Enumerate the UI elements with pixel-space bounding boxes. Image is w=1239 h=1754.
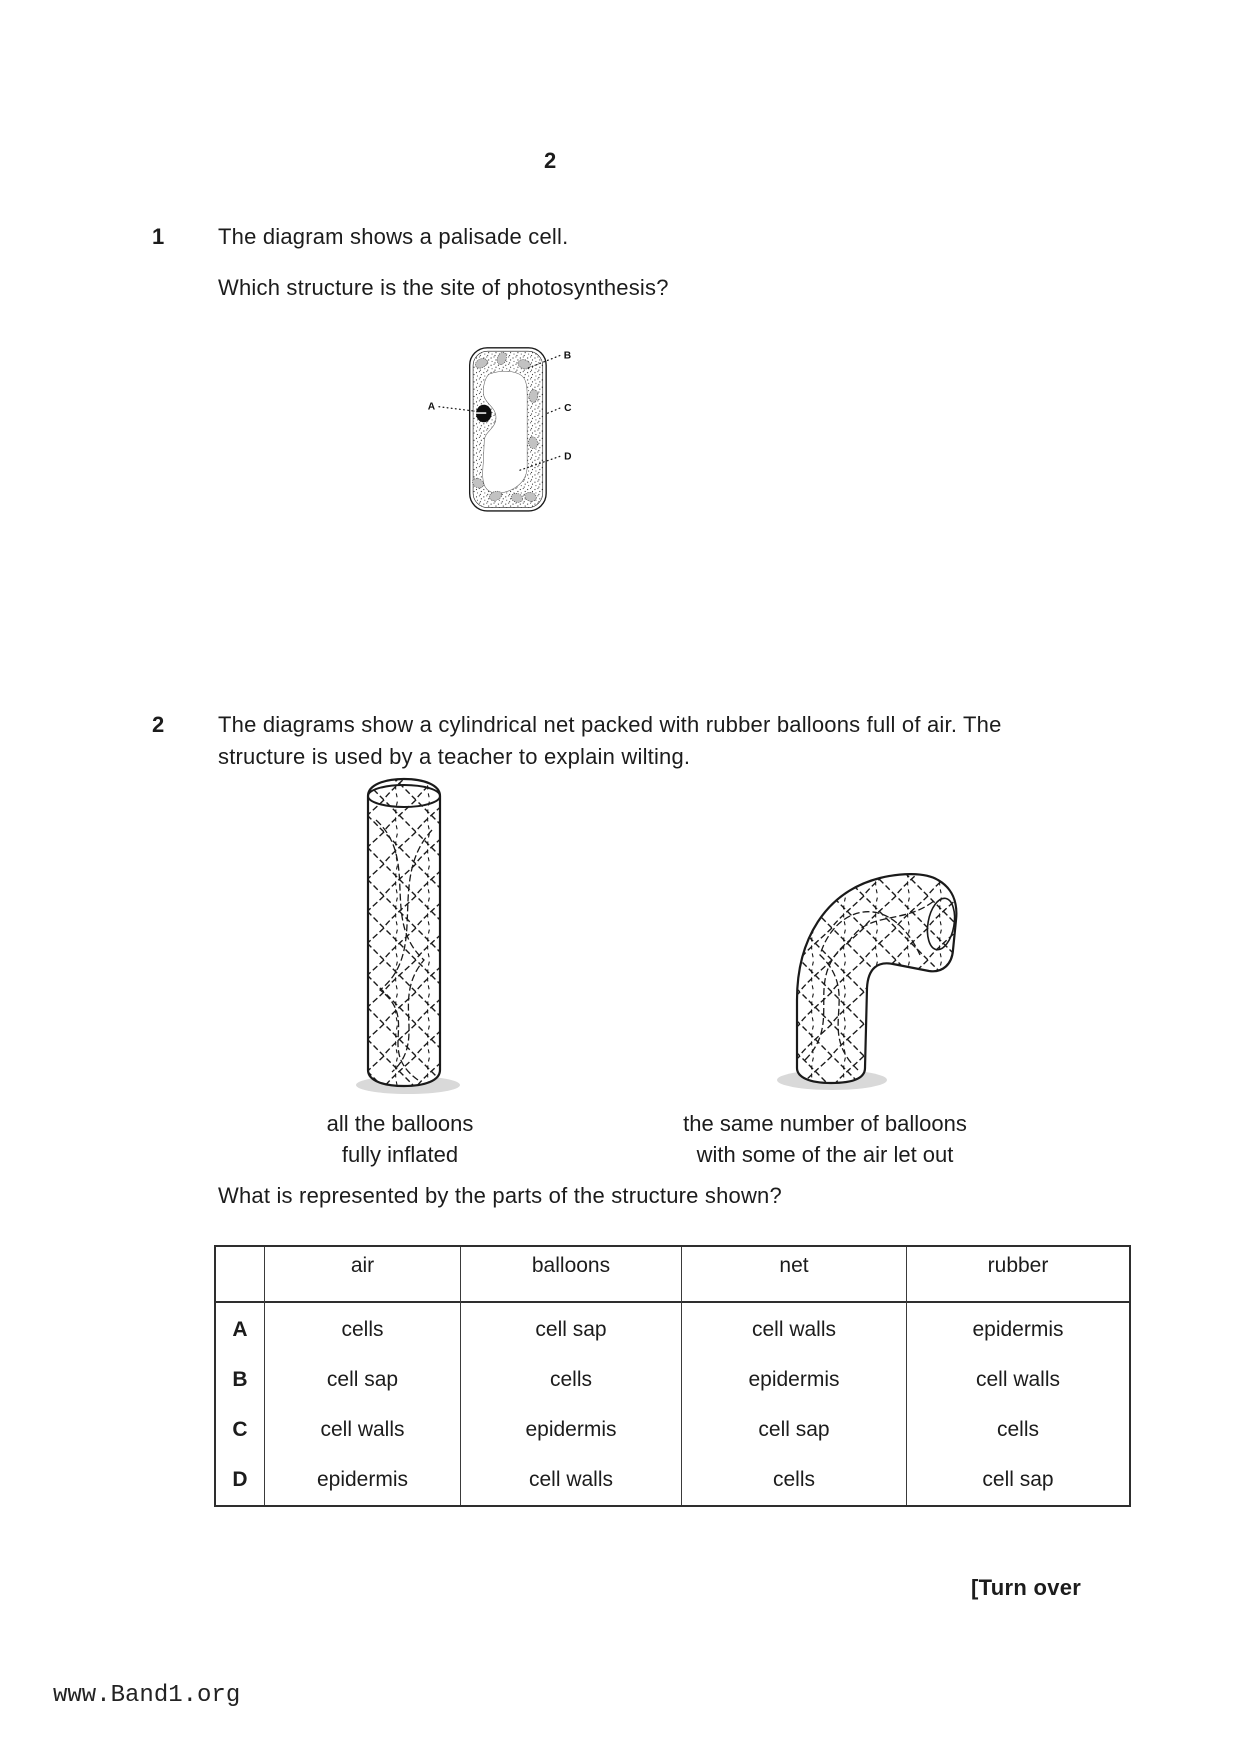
question-2-number: 2 <box>152 712 165 737</box>
palisade-cell-diagram <box>400 330 780 690</box>
table-column-air <box>264 1247 460 1505</box>
table-cell: cell sap <box>982 1468 1054 1492</box>
table-column-balloons <box>460 1247 681 1505</box>
row-label-a: A <box>232 1318 248 1342</box>
table-cell: epidermis <box>748 1368 840 1392</box>
table-column-rubber <box>906 1247 1129 1505</box>
table-header-net: net <box>682 1247 906 1303</box>
table-cell: cell walls <box>528 1468 614 1492</box>
row-label-c: C <box>232 1418 248 1442</box>
row-label-d: D <box>232 1468 248 1492</box>
table-column-net <box>681 1247 906 1505</box>
table-cell: cell walls <box>751 1318 837 1342</box>
table-cell: cell sap <box>758 1418 830 1442</box>
table-header-rubber: rubber <box>907 1247 1129 1303</box>
caption-bent <box>630 1108 1020 1170</box>
question-2-prompt: What is represented by the parts of the structure shown? <box>218 1183 782 1208</box>
net-cylinder-upright-diagram <box>368 779 440 1086</box>
table-header-blank <box>216 1247 264 1303</box>
watermark-url: www.Band1.org <box>53 1682 241 1709</box>
net-cylinder-bent-diagram <box>797 874 958 1083</box>
table-cell: cells <box>341 1318 384 1342</box>
turn-over-note: [Turn over <box>971 1575 1082 1600</box>
caption-upright-line1: all the balloons <box>326 1111 474 1136</box>
label-a: A <box>427 401 436 413</box>
question-1-number: 1 <box>152 224 165 249</box>
caption-upright <box>280 1108 520 1170</box>
table-cell: cells <box>549 1368 592 1392</box>
answer-table <box>214 1245 1131 1507</box>
caption-upright-line2: fully inflated <box>341 1142 459 1167</box>
label-c: C <box>564 403 572 415</box>
table-cell: cells <box>996 1418 1039 1442</box>
question-1-text-line1: The diagram shows a palisade cell. <box>218 224 569 249</box>
leader-line-c <box>546 408 560 414</box>
vacuole-shape <box>483 371 527 493</box>
row-label-b: B <box>232 1368 248 1392</box>
table-letter-column <box>216 1247 264 1505</box>
page-number: 2 <box>544 148 557 173</box>
caption-bent-line1: the same number of balloons <box>683 1111 967 1136</box>
table-header-air: air <box>265 1247 460 1303</box>
table-header-balloons: balloons <box>461 1247 681 1303</box>
label-d: D <box>564 451 572 463</box>
table-cell: cell sap <box>326 1368 399 1392</box>
table-cell: cell sap <box>535 1318 607 1342</box>
label-b: B <box>563 350 572 362</box>
question-2-text-line2: structure is used by a teacher to explain wilting. <box>218 744 691 769</box>
question-2-text-line1: The diagrams show a cylindrical net packed with rubber balloons full of air. The <box>218 712 1002 737</box>
table-cell: epidermis <box>316 1468 409 1492</box>
table-cell: cell walls <box>320 1418 405 1442</box>
net-balloon-diagrams <box>280 770 980 1095</box>
question-1-text-line2: Which structure is the site of photosynthesis? <box>218 275 669 300</box>
table-cell: cells <box>772 1468 815 1492</box>
caption-bent-line2: with some of the air let out <box>696 1142 954 1167</box>
table-cell: epidermis <box>972 1318 1064 1342</box>
table-cell: epidermis <box>525 1418 617 1442</box>
table-cell: cell walls <box>975 1368 1061 1392</box>
